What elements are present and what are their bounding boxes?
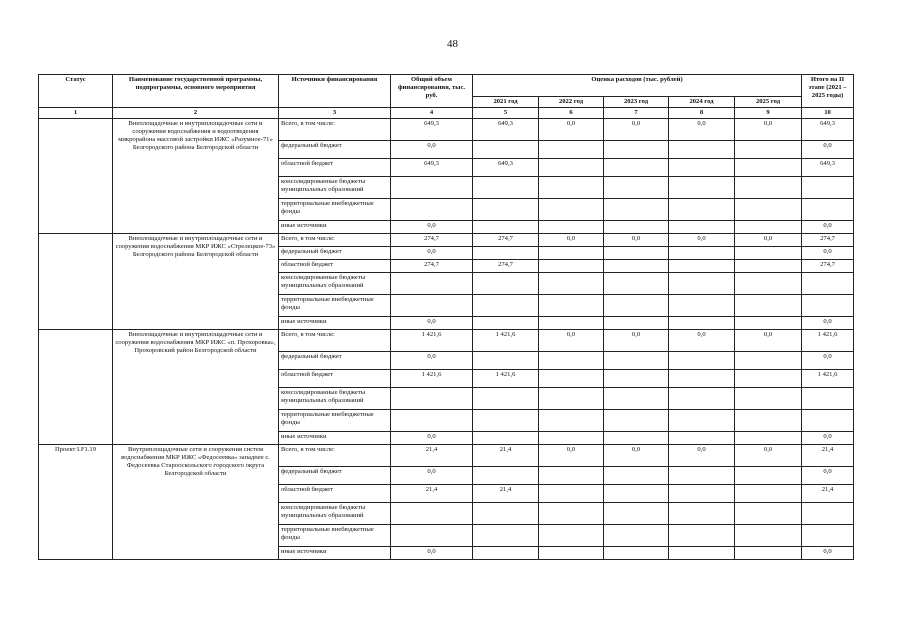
total-cell: 0,0: [391, 432, 473, 445]
source-cell: территориальные внебюджетные фонды: [279, 199, 391, 221]
year-value-cell: [669, 199, 735, 221]
year-value-cell: [539, 159, 604, 177]
year-value-cell: [539, 247, 604, 260]
year-value-cell: [604, 485, 669, 503]
year-value-cell: [735, 247, 802, 260]
total-cell: 649,3: [391, 119, 473, 141]
year-value-cell: [604, 388, 669, 410]
year-value-cell: [735, 352, 802, 370]
measure-name-cell: Внутриплощадочные сети и сооружения систем водоснабжения МКР ИЖС «Федосеевка» западнее с. Федосеевка Старооскольского городского округа Белгородской области: [113, 445, 279, 560]
table-row: [39, 445, 854, 467]
source-cell: консолидированные бюджеты муниципальных образований: [279, 503, 391, 525]
year-value-cell: [735, 410, 802, 432]
source-cell: консолидированные бюджеты муниципальных образований: [279, 388, 391, 410]
source-cell: областной бюджет: [279, 260, 391, 273]
year-value-cell: [669, 260, 735, 273]
stage-total-cell: 0,0: [802, 247, 854, 260]
year-value-cell: 649,3: [473, 119, 539, 141]
year-value-cell: [604, 141, 669, 159]
year-value-cell: [473, 525, 539, 547]
year-value-cell: [669, 410, 735, 432]
year-value-cell: [735, 221, 802, 234]
year-value-cell: [473, 273, 539, 295]
year-value-cell: 0,0: [604, 330, 669, 352]
stage-total-cell: [802, 503, 854, 525]
measure-name-cell: Внеплощадочные и внутриплощадочные сети и сооружения водоснабжения МКР ИЖС «п. Прохоровка», Прохоровский район Белгородской области: [113, 330, 279, 445]
year-value-cell: [669, 525, 735, 547]
year-value-cell: [735, 260, 802, 273]
column-number: 6: [539, 108, 604, 119]
header-estimate: Оценка расходов (тыс. рублей): [473, 75, 802, 97]
year-value-cell: [604, 467, 669, 485]
year-value-cell: [604, 317, 669, 330]
year-value-cell: [473, 247, 539, 260]
stage-total-cell: [802, 525, 854, 547]
total-cell: 0,0: [391, 467, 473, 485]
total-cell: [391, 295, 473, 317]
status-cell: Проект I.F1.19: [39, 445, 113, 560]
header-stage-total: Итого на II этапе (2021 – 2025 годы): [802, 75, 854, 108]
year-value-cell: 649,3: [473, 159, 539, 177]
stage-total-cell: 1 421,6: [802, 330, 854, 352]
year-value-cell: [473, 199, 539, 221]
year-value-cell: [735, 467, 802, 485]
year-value-cell: [604, 547, 669, 560]
year-value-cell: [539, 432, 604, 445]
year-value-cell: [669, 177, 735, 199]
year-value-cell: [539, 295, 604, 317]
year-value-cell: 1 421,6: [473, 370, 539, 388]
total-cell: 21,4: [391, 485, 473, 503]
total-cell: 0,0: [391, 317, 473, 330]
year-value-cell: 21,4: [473, 445, 539, 467]
year-value-cell: [473, 432, 539, 445]
year-value-cell: [669, 141, 735, 159]
status-cell: [39, 234, 113, 330]
year-value-cell: 0,0: [669, 234, 735, 247]
source-cell: территориальные внебюджетные фонды: [279, 295, 391, 317]
year-value-cell: 0,0: [669, 445, 735, 467]
source-cell: Всего, в том числе:: [279, 234, 391, 247]
year-value-cell: [669, 295, 735, 317]
year-value-cell: [735, 547, 802, 560]
year-value-cell: [735, 159, 802, 177]
total-cell: 21,4: [391, 445, 473, 467]
source-cell: территориальные внебюджетные фонды: [279, 525, 391, 547]
year-value-cell: 0,0: [604, 445, 669, 467]
year-value-cell: [473, 352, 539, 370]
source-cell: федеральный бюджет: [279, 247, 391, 260]
year-value-cell: [669, 485, 735, 503]
year-value-cell: [604, 370, 669, 388]
year-value-cell: 0,0: [539, 119, 604, 141]
year-value-cell: 0,0: [539, 330, 604, 352]
stage-total-cell: 0,0: [802, 352, 854, 370]
year-value-cell: [473, 317, 539, 330]
year-value-cell: [735, 525, 802, 547]
column-number: 8: [669, 108, 735, 119]
stage-total-cell: [802, 388, 854, 410]
total-cell: [391, 199, 473, 221]
year-value-cell: [604, 247, 669, 260]
year-value-cell: [539, 273, 604, 295]
measure-name-cell: Внеплощадочные и внутриплощадочные сети и сооружения водоснабжения и водоотведения микрорайона массовой застройки ИЖС «Разумное-71» Белгородского района Белгородской области: [113, 119, 279, 234]
stage-total-cell: 649,3: [802, 119, 854, 141]
column-number: 4: [391, 108, 473, 119]
year-value-cell: [604, 503, 669, 525]
total-cell: [391, 273, 473, 295]
year-value-cell: [539, 260, 604, 273]
column-number: 1: [39, 108, 113, 119]
total-cell: 1 421,6: [391, 370, 473, 388]
year-value-cell: 274,7: [473, 260, 539, 273]
year-value-cell: [735, 295, 802, 317]
source-cell: областной бюджет: [279, 159, 391, 177]
year-value-cell: [669, 221, 735, 234]
year-value-cell: [669, 317, 735, 330]
year-value-cell: [669, 352, 735, 370]
year-value-cell: [604, 410, 669, 432]
stage-total-cell: [802, 177, 854, 199]
year-value-cell: [669, 547, 735, 560]
year-value-cell: 0,0: [735, 119, 802, 141]
year-value-cell: [604, 221, 669, 234]
year-value-cell: 0,0: [539, 234, 604, 247]
header-year: 2023 год: [604, 97, 669, 108]
year-value-cell: [604, 352, 669, 370]
header-year: 2024 год: [669, 97, 735, 108]
year-value-cell: [473, 410, 539, 432]
year-value-cell: [539, 388, 604, 410]
stage-total-cell: 0,0: [802, 467, 854, 485]
year-value-cell: [735, 388, 802, 410]
year-value-cell: [669, 247, 735, 260]
year-value-cell: 0,0: [539, 445, 604, 467]
column-number: 3: [279, 108, 391, 119]
column-number-row: [39, 108, 854, 119]
year-value-cell: [604, 159, 669, 177]
table-row: [39, 330, 854, 352]
year-value-cell: [604, 295, 669, 317]
year-value-cell: [539, 141, 604, 159]
source-cell: федеральный бюджет: [279, 141, 391, 159]
total-cell: 0,0: [391, 247, 473, 260]
header-year: 2021 год: [473, 97, 539, 108]
year-value-cell: [604, 273, 669, 295]
stage-total-cell: [802, 199, 854, 221]
stage-total-cell: 649,3: [802, 159, 854, 177]
header-name: Наименование государственной программы, подпрограммы, основного мероприятия: [113, 75, 279, 108]
column-number: 5: [473, 108, 539, 119]
total-cell: 274,7: [391, 260, 473, 273]
total-cell: 274,7: [391, 234, 473, 247]
year-value-cell: [669, 467, 735, 485]
source-cell: консолидированные бюджеты муниципальных образований: [279, 177, 391, 199]
year-value-cell: [539, 503, 604, 525]
source-cell: иные источники: [279, 221, 391, 234]
year-value-cell: [539, 467, 604, 485]
year-value-cell: [539, 352, 604, 370]
year-value-cell: 0,0: [669, 330, 735, 352]
source-cell: Всего, в том числе:: [279, 330, 391, 352]
financing-table: [38, 74, 854, 560]
year-value-cell: [735, 370, 802, 388]
year-value-cell: 274,7: [473, 234, 539, 247]
year-value-cell: [473, 141, 539, 159]
header-year: 2025 год: [735, 97, 802, 108]
year-value-cell: [473, 221, 539, 234]
source-cell: федеральный бюджет: [279, 467, 391, 485]
stage-total-cell: 21,4: [802, 445, 854, 467]
year-value-cell: [604, 525, 669, 547]
year-value-cell: 0,0: [735, 445, 802, 467]
year-value-cell: [473, 295, 539, 317]
stage-total-cell: [802, 273, 854, 295]
source-cell: федеральный бюджет: [279, 352, 391, 370]
total-cell: 0,0: [391, 221, 473, 234]
page-number: 48: [447, 38, 458, 50]
measure-name-cell: Внеплощадочные и внутриплощадочные сети и сооружения водоснабжения МКР ИЖС «Стрелецкое-73» Белгородского района Белгородской области: [113, 234, 279, 330]
stage-total-cell: 21,4: [802, 485, 854, 503]
table-row: [39, 234, 854, 247]
stage-total-cell: 0,0: [802, 317, 854, 330]
stage-total-cell: 274,7: [802, 234, 854, 247]
year-value-cell: [669, 159, 735, 177]
year-value-cell: [735, 177, 802, 199]
year-value-cell: [669, 370, 735, 388]
stage-total-cell: 0,0: [802, 141, 854, 159]
year-value-cell: [669, 273, 735, 295]
source-cell: иные источники: [279, 547, 391, 560]
year-value-cell: 0,0: [669, 119, 735, 141]
header-status: Статус: [39, 75, 113, 108]
stage-total-cell: 0,0: [802, 221, 854, 234]
stage-total-cell: [802, 295, 854, 317]
total-cell: [391, 177, 473, 199]
source-cell: Всего, в том числе:: [279, 119, 391, 141]
year-value-cell: [539, 199, 604, 221]
total-cell: 0,0: [391, 352, 473, 370]
stage-total-cell: [802, 410, 854, 432]
table-row: [39, 119, 854, 141]
year-value-cell: [735, 141, 802, 159]
year-value-cell: [539, 485, 604, 503]
year-value-cell: [604, 432, 669, 445]
total-cell: 1 421,6: [391, 330, 473, 352]
stage-total-cell: 274,7: [802, 260, 854, 273]
total-cell: [391, 525, 473, 547]
year-value-cell: [473, 388, 539, 410]
source-cell: иные источники: [279, 432, 391, 445]
stage-total-cell: 0,0: [802, 432, 854, 445]
year-value-cell: 0,0: [735, 330, 802, 352]
total-cell: 649,3: [391, 159, 473, 177]
stage-total-cell: 0,0: [802, 547, 854, 560]
year-value-cell: [539, 410, 604, 432]
year-value-cell: [604, 177, 669, 199]
year-value-cell: 0,0: [604, 119, 669, 141]
year-value-cell: [604, 260, 669, 273]
total-cell: 0,0: [391, 547, 473, 560]
year-value-cell: [539, 547, 604, 560]
total-cell: [391, 503, 473, 525]
year-value-cell: [735, 503, 802, 525]
total-cell: [391, 388, 473, 410]
total-cell: [391, 410, 473, 432]
column-number: 9: [735, 108, 802, 119]
source-cell: Всего, в том числе:: [279, 445, 391, 467]
year-value-cell: [473, 503, 539, 525]
year-value-cell: [473, 177, 539, 199]
source-cell: областной бюджет: [279, 485, 391, 503]
year-value-cell: [669, 432, 735, 445]
header-year: 2022 год: [539, 97, 604, 108]
year-value-cell: [735, 317, 802, 330]
year-value-cell: [539, 177, 604, 199]
year-value-cell: 0,0: [735, 234, 802, 247]
source-cell: иные источники: [279, 317, 391, 330]
status-cell: [39, 330, 113, 445]
total-cell: 0,0: [391, 141, 473, 159]
year-value-cell: [539, 221, 604, 234]
source-cell: консолидированные бюджеты муниципальных образований: [279, 273, 391, 295]
year-value-cell: [735, 199, 802, 221]
year-value-cell: [473, 547, 539, 560]
column-number: 2: [113, 108, 279, 119]
year-value-cell: [539, 525, 604, 547]
year-value-cell: 0,0: [604, 234, 669, 247]
year-value-cell: [669, 388, 735, 410]
column-number: 10: [802, 108, 854, 119]
column-number: 7: [604, 108, 669, 119]
year-value-cell: [735, 432, 802, 445]
source-cell: областной бюджет: [279, 370, 391, 388]
year-value-cell: [539, 370, 604, 388]
year-value-cell: 1 421,6: [473, 330, 539, 352]
header-source: Источники финансирования: [279, 75, 391, 108]
year-value-cell: [669, 503, 735, 525]
year-value-cell: [735, 273, 802, 295]
year-value-cell: [604, 199, 669, 221]
status-cell: [39, 119, 113, 234]
year-value-cell: [473, 467, 539, 485]
source-cell: территориальные внебюджетные фонды: [279, 410, 391, 432]
stage-total-cell: 1 421,6: [802, 370, 854, 388]
year-value-cell: [735, 485, 802, 503]
year-value-cell: [539, 317, 604, 330]
header-total: Общий объем финансирования, тыс. руб.: [391, 75, 473, 108]
year-value-cell: 21,4: [473, 485, 539, 503]
